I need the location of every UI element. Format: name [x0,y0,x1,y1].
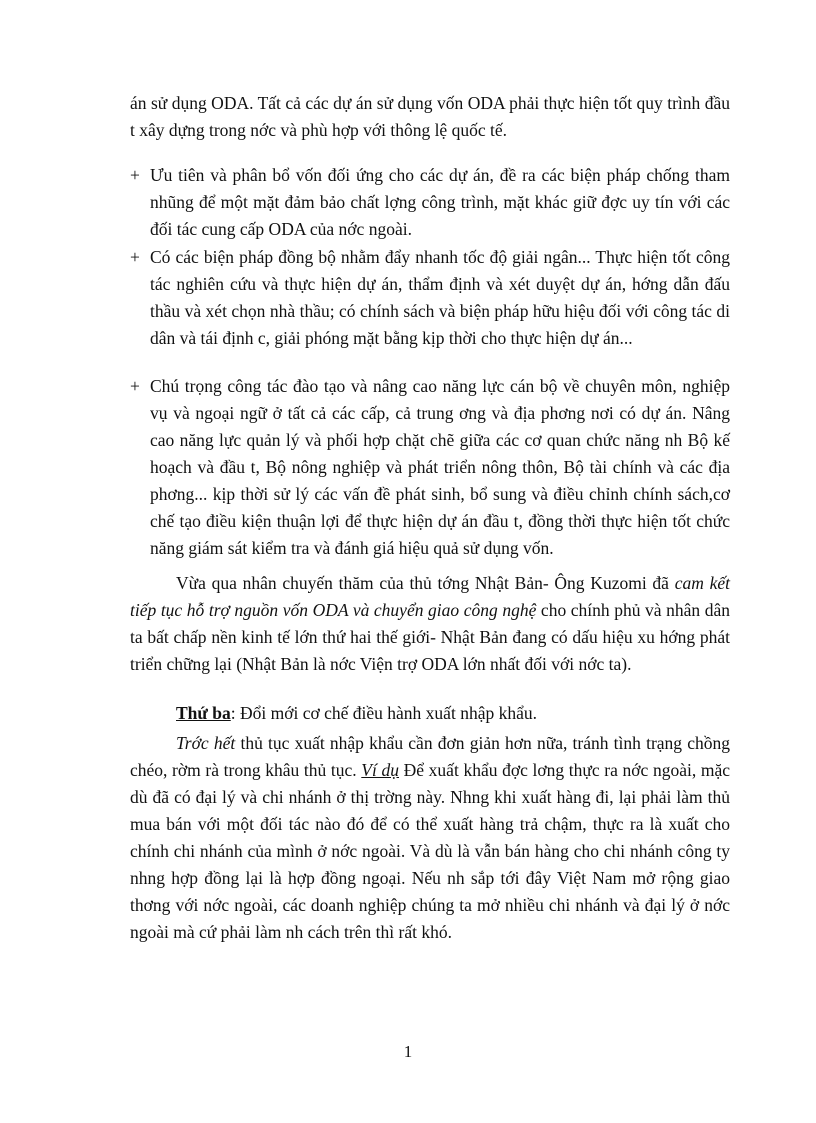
first-of-all-phrase: Trớc hết [176,733,236,753]
bullet-text: Chú trọng công tác đào tạo và nâng cao năng lực cán bộ về chuyên môn, nghiệp vụ và ngoại ngữ ở tất cả các cấp, cả trung ơng và địa phơng nơi có dự án. Nâng cao năng lực quản lý và phối hợp chặt chẽ giữa các cơ quan chức năng nh Bộ kế hoạch và đầu t, Bộ nông nghiệp và phát triển nông thôn, Bộ tài chính và các địa phơng... kịp thời sử lý các vấn đề phát sinh, bổ sung và điều chỉnh chính sách,cơ chế tạo điều kiện thuận lợi để thực hiện dự án đầu t, đồng thời thực hiện tốt chức năng giám sát kiểm tra và đánh giá hiệu quả sử dụng vốn. [150,376,730,558]
section-heading-third [130,700,730,727]
third-heading-text: : Đổi mới cơ chế điều hành xuất nhập khẩu. [230,703,537,723]
example-label: Ví dụ [361,760,399,780]
bullet-plus-icon: + [130,165,140,185]
procedure-paragraph [130,730,730,946]
japan-italic-phrase: cam kết tiếp tục hỗ trợ nguồn vốn ODA và chuyển giao công nghệ [130,573,730,620]
japan-text-start: Vừa qua nhân chuyến thăm của thủ tớng Nhật Bản- Ông Kuzomi đã [176,573,675,593]
third-label: Thứ ba [176,703,231,723]
procedure-text-mid: thủ tục xuất nhập khẩu cần đơn giản hơn nữa, tránh tình trạng chồng chéo, rờm rà trong khâu thủ tục. [130,733,730,780]
intro-paragraph: án sử dụng ODA. Tất cả các dự án sử dụng vốn ODA phải thực hiện tốt quy trình đầu t xây dựng trong nớc và phù hợp với thông lệ quốc tế. [130,93,730,140]
japan-paragraph [130,570,730,678]
bullet-text: Ưu tiên và phân bổ vốn đối ứng cho các dự án, đề ra các biện pháp chống tham nhũng để một mặt đảm bảo chất lợng công trình, mặt khác giữ đợc uy tín với các đối tác cung cấp ODA của nớc ngoài. [150,165,730,239]
bullet-text: Có các biện pháp đồng bộ nhằm đẩy nhanh tốc độ giải ngân... Thực hiện tốt công tác nghiên cứu và thực hiện dự án, thẩm định và xét duyệt dự án, hớng dẫn đấu thầu và xét chọn nhà thầu; có chính sách và biện pháp hữu hiệu đối với công tác di dân và tái định c, giải phóng mặt bằng kịp thời cho thực hiện dự án... [150,247,730,348]
bullet-item [130,373,730,569]
bullet-plus-icon: + [130,247,140,267]
procedure-text-end: Để xuất khẩu đợc lơng thực ra nớc ngoài, mặc dù đã có đại lý và chi nhánh ở thị trờng này. Nhng khi xuất hàng đi, lại phải làm thủ mua bán với một đối tác nào đó để có thể xuất hàng trả chậm, thực ra là xuất cho chính chi nhánh của mình ở nớc ngoài. Và dù là vẫn bán hàng cho chi nhánh công ty nhng hợp đồng lại là hợp đồng ngoại. Nếu nh sắp tới đây Việt Nam mở rộng giao thơng với nớc ngoài, các doanh nghiệp chúng ta mở nhiều chi nhánh và đại lý ở nớc ngoài mà cứ phải làm nh cách trên thì rất khó. [130,760,730,942]
bullet-plus-icon: + [130,376,140,396]
japan-text-end: cho chính phủ và nhân dân ta bất chấp nền kinh tế lớn thứ hai thế giới- Nhật Bản đang có dấu hiệu xu hớng phát triển chững lại (Nhật Bản là nớc Viện trợ ODA lớn nhất đối với nớc ta). [130,600,731,674]
page-number: 1 [403,1042,413,1061]
bullet-item [130,162,730,243]
bullet-item [130,244,730,379]
